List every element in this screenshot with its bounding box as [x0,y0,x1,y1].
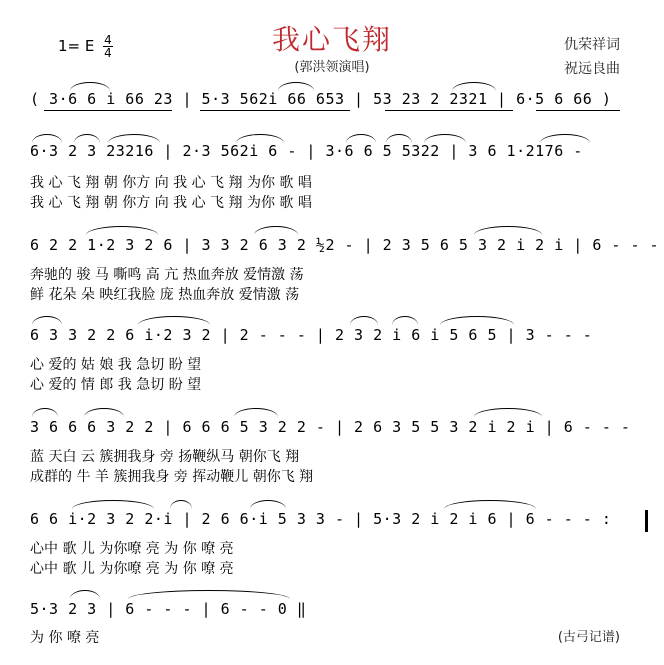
slur-mark [236,134,284,143]
lyricist-credit: 仇荣祥词 [564,37,620,53]
slur-mark [392,316,418,325]
lyric-line-5a: 蓝 天白 云 簇拥我身 旁 扬鞭纵马 朝你飞 翔 [30,449,300,465]
notation-row-2: 6·3 2 3 23216 | 2·3 562i 6 - | 3·6 6 5 5322 | 3 6 1·2176 - [30,142,583,160]
slur-mark [70,590,100,599]
slur-mark [254,226,298,235]
time-numerator: 4 [104,33,112,47]
notation-row-7: 5·3 2 3 | 6 - - - | 6 - - 0 ‖ [30,600,307,618]
lyric-line-3b: 鲜 花朵 朵 映红我脸 庞 热血奔放 爱情激 荡 [30,287,300,303]
slur-mark [424,134,466,143]
slur-mark [234,408,278,417]
slur-mark [386,134,412,143]
slur-mark [72,500,154,509]
repeat-end-bar [645,510,648,532]
slur-mark [474,226,542,235]
slur-mark [250,500,286,509]
slur-mark [108,134,160,143]
notation-row-5: 3 6 6 6 3 2 2 | 6 6 6 5 3 2 2 - | 2 6 3 5 5 3 2 i 2 i | 6 - - - [30,418,631,436]
slur-mark [128,590,290,599]
beam-line [536,110,620,111]
composer-credit: 祝远良曲 [564,61,620,77]
notation-row-3: 6 2 2 1·2 3 2 6 | 3 3 2 6 3 2 ½2 - | 2 3 5 6 5 3 2 i 2 i | 6 - - - [30,236,660,254]
slur-mark [350,316,378,325]
slur-mark [84,408,124,417]
lyric-line-2a: 我 心 飞 翔 朝 你方 向 我 心 飞 翔 为你 歌 唱 [30,175,312,191]
notation-row-1: ( 3·6 6 i 66 23 | 5·3 562i 66 653 | 53 23 2 2321 | 6·5 6 66 ) [30,90,612,108]
lyric-line-6b: 心中 歌 儿 为你嘹 亮 为 你 嘹 亮 [30,561,234,577]
slur-mark [440,316,514,325]
lyric-line-5b: 成群的 牛 羊 簇拥我身 旁 挥动鞭儿 朝你飞 翔 [30,469,314,485]
slur-mark [138,316,210,325]
slur-mark [474,408,542,417]
slur-mark [74,134,100,143]
slur-mark [170,500,192,509]
slur-mark [86,226,158,235]
key-label: 1= E [58,37,95,55]
slur-mark [444,500,536,509]
slur-mark [540,134,590,143]
notation-row-4: 6 3 3 2 2 6 i·2 3 2 | 2 - - - | 2 3 2 i 6 i 5 6 5 | 3 - - - [30,326,593,344]
slur-mark [32,408,58,417]
lyric-line-4b: 心 爱的 情 郎 我 急切 盼 望 [30,377,202,393]
key-signature [58,34,113,59]
slur-mark [452,82,496,91]
slur-mark [70,82,110,91]
beam-line [200,110,350,111]
lyric-line-6a: 心中 歌 儿 为你嘹 亮 为 你 嘹 亮 [30,541,234,557]
slur-mark [346,134,376,143]
lyric-line-7a: 为 你 嘹 亮 [30,630,100,646]
transcriber-credit: (古弓记谱) [557,630,620,645]
lyric-line-3a: 奔驰的 骏 马 嘶鸣 高 亢 热血奔放 爱情激 荡 [30,267,304,283]
slur-mark [278,82,314,91]
song-title: 我心飞翔 [271,23,392,56]
lyric-line-4a: 心 爱的 姑 娘 我 急切 盼 望 [30,357,202,373]
notation-row-6: 6 6 i·2 3 2 2·i | 2 6 6·i 5 3 3 - | 5·3 2 i 2 i 6 | 6 - - - : [30,510,612,528]
slur-mark [32,134,62,143]
time-signature [103,34,113,59]
singer-credit: (郭洪领演唱) [294,60,370,75]
beam-line [385,110,513,111]
beam-line [44,110,172,111]
time-denominator: 4 [104,46,112,60]
slur-mark [32,316,62,325]
lyric-line-2b: 我 心 飞 翔 朝 你方 向 我 心 飞 翔 为你 歌 唱 [30,195,312,211]
